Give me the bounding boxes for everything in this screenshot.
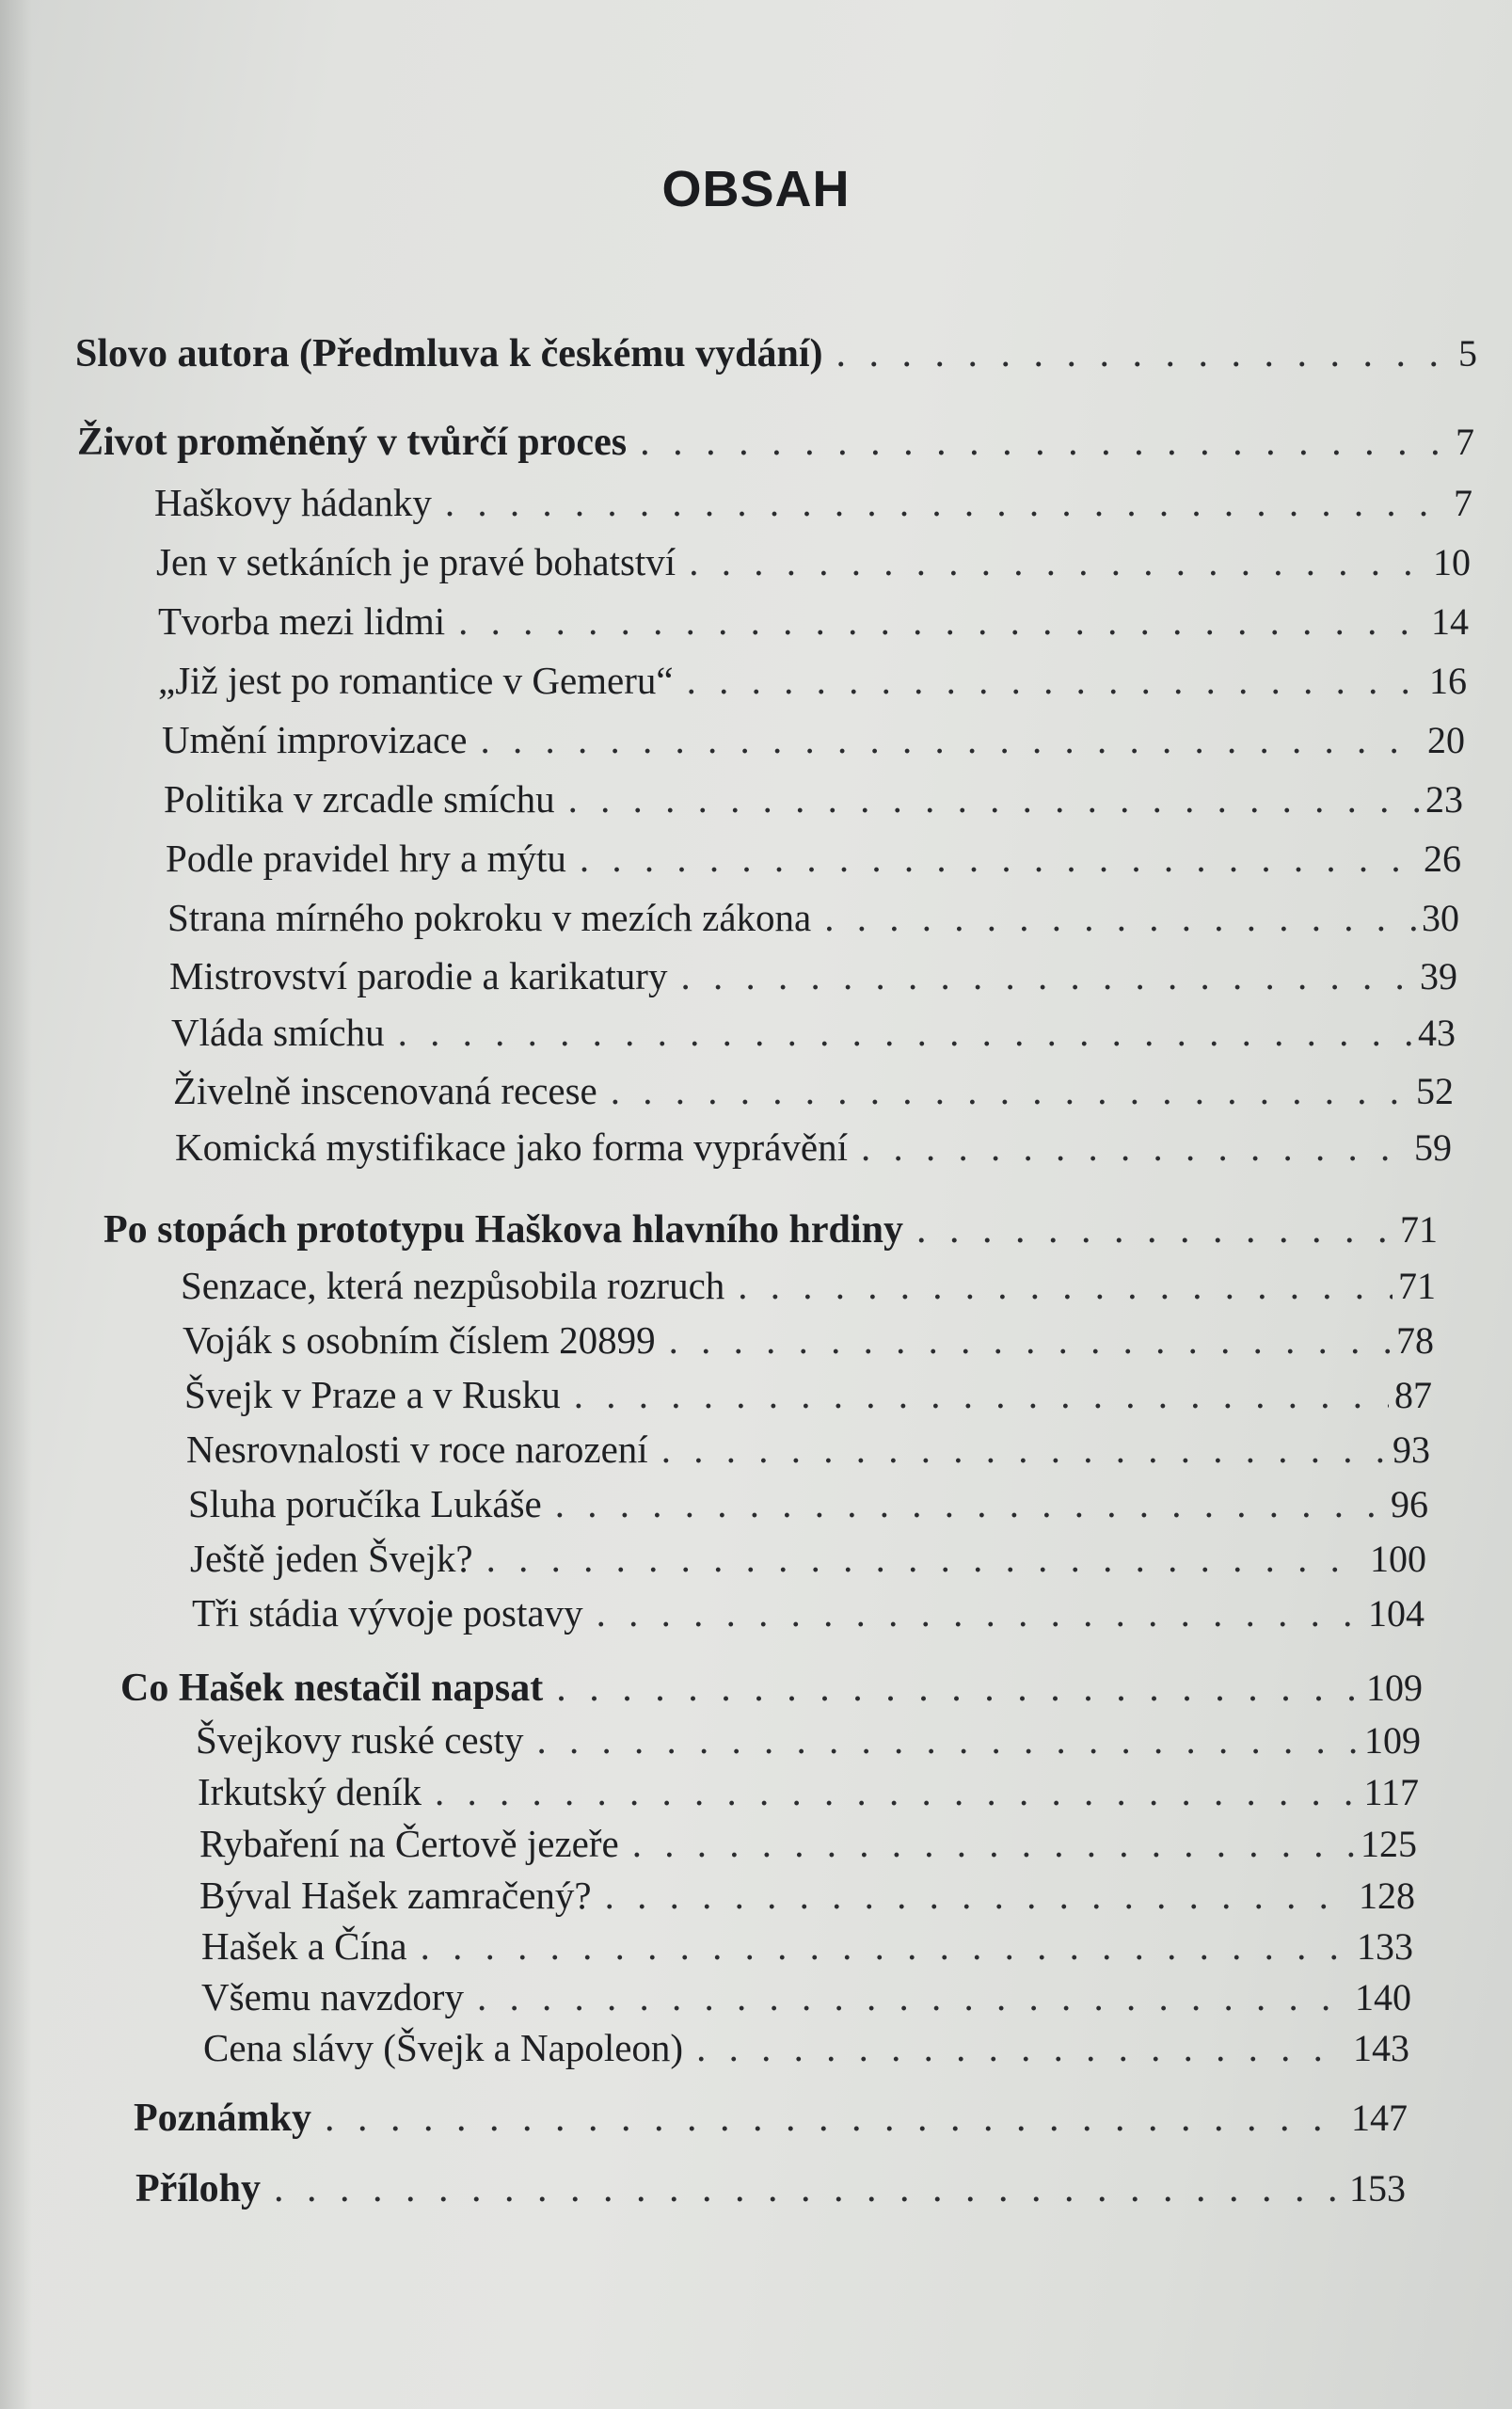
toc-entry [184,1370,1432,1420]
toc-entry [134,2094,1408,2143]
toc-entry [164,774,1463,824]
dot-leader [398,1008,1412,1057]
dot-leader [555,1479,1385,1528]
dot-leader [580,834,1418,883]
toc-entry-page: 14 [1431,600,1469,643]
toc-entry [192,1588,1424,1638]
toc-entry [154,478,1472,528]
toc-entry-label: Vláda smíchu [171,1011,385,1054]
dot-leader [689,537,1427,586]
dot-leader [421,1922,1351,1970]
toc-entry-page: 10 [1433,541,1471,583]
dot-leader [486,1534,1364,1583]
toc-entry [120,1664,1423,1713]
toc-entry-page: 109 [1364,1719,1421,1762]
toc-entry-page: 71 [1400,1208,1438,1251]
dot-leader [661,1425,1387,1474]
toc-entry [162,715,1465,765]
toc-entry [173,1066,1454,1116]
dot-leader [605,1871,1353,1920]
dot-leader [536,1715,1359,1764]
dot-leader [916,1205,1394,1254]
dot-leader [458,597,1425,646]
dot-leader [687,656,1424,705]
toc-entry [199,1819,1417,1869]
toc-entry-page: 104 [1368,1592,1424,1635]
toc-entry-page: 43 [1418,1012,1456,1054]
toc-entry-label: Švejk v Praze a v Rusku [184,1373,561,1416]
toc-entry-page: 140 [1355,1976,1411,2018]
toc-entry [198,1767,1419,1817]
toc-entry-label: Politika v zrcadle smíchu [164,777,555,821]
toc-entry-label: Voják s osobním číslem 20899 [183,1318,656,1362]
dot-leader [738,1261,1393,1310]
toc-entry-page: 20 [1427,719,1465,761]
dot-leader [669,1316,1391,1364]
toc-entry-page: 7 [1454,482,1472,524]
toc-entry-label: Tři stádia vývoje postavy [192,1591,583,1635]
dot-leader [477,1972,1349,2021]
toc-entry-label: Tvorba mezi lidmi [158,599,446,643]
dot-leader [445,478,1448,527]
toc-entry-label: Nesrovnalosti v roce narození [186,1428,648,1471]
toc-entry [103,1205,1438,1254]
toc-entry-label: Umění improvizace [162,718,468,761]
toc-entry [77,418,1474,467]
toc-entry [196,1715,1421,1765]
toc-entry-label: Po stopách prototypu Haškova hlavního hrdiny [103,1208,903,1252]
toc-entry-label: Ještě jeden Švejk? [190,1537,473,1580]
dot-leader [556,1664,1361,1713]
toc-entry-label: Sluha poručíka Lukáše [188,1482,542,1525]
toc-entry [188,1479,1428,1529]
dot-leader [836,329,1453,378]
toc-entry-label: Slovo autora (Předmluva k českému vydání) [75,332,823,375]
dot-leader [325,2094,1345,2143]
toc-entry [158,656,1467,706]
toc-entry-label: Živelně inscenovaná recese [173,1069,597,1112]
toc-entry-label: Cena slávy (Švejk a Napoleon) [203,2026,684,2069]
toc-entry-label: Senzace, která nezpůsobila rozruch [181,1264,725,1307]
toc-entry [169,951,1457,1001]
toc-entry-page: 7 [1456,421,1474,463]
toc-entry-label: Poznámky [134,2097,311,2140]
toc-entry [181,1261,1436,1311]
toc-entry-page: 78 [1396,1319,1434,1362]
toc-entry-label: Co Hašek nestačil napsat [120,1667,544,1710]
toc-entry-label: Mistrovství parodie a karikatury [169,954,668,997]
toc-entry-page: 93 [1393,1428,1430,1471]
toc-entry-page: 133 [1357,1925,1413,1968]
toc-entry-page: 26 [1424,838,1461,880]
toc-entry [135,2164,1406,2213]
toc-entry-page: 39 [1420,955,1457,997]
dot-leader [568,774,1420,823]
dot-leader [274,2164,1344,2213]
dot-leader [632,1819,1355,1868]
toc-entry [201,1922,1413,1971]
toc-entry-label: Švejkovy ruské cesty [196,1718,524,1762]
toc-entry-page: 117 [1363,1771,1419,1813]
toc-entry-label: „Již jest po romantice v Gemeru“ [158,659,674,702]
toc-entry [166,834,1461,884]
toc-entry-page: 96 [1391,1483,1428,1525]
toc-entry-label: Podle pravidel hry a mýtu [166,837,566,880]
dot-leader [597,1588,1362,1637]
toc-entry-label: Rybaření na Čertově jezeře [199,1822,619,1865]
toc-entry [158,597,1469,646]
toc-entry [167,893,1459,943]
toc-entry-page: 59 [1414,1126,1452,1169]
toc-entry-label: Všemu navzdory [201,1975,464,2018]
toc-entry-label: Život proměněný v tvůrčí proces [77,421,628,464]
page-title: OBSAH [661,161,851,217]
toc-entry [183,1316,1434,1365]
toc-entry [201,1972,1411,2022]
dot-leader [574,1370,1389,1419]
toc-entry [199,1871,1415,1921]
dot-leader [611,1066,1410,1115]
dot-leader [680,951,1414,1000]
toc-entry-page: 30 [1422,897,1459,939]
toc-entry-label: Býval Hašek zamračený? [199,1874,592,1917]
toc-entry [175,1123,1452,1173]
dot-leader [696,2023,1347,2072]
dot-leader [480,715,1422,764]
toc-entry-page: 143 [1353,2027,1409,2069]
toc-entry-page: 128 [1359,1875,1415,1917]
toc-entry-page: 71 [1398,1265,1436,1307]
toc-entry-page: 87 [1394,1374,1432,1416]
dot-leader [824,893,1416,942]
toc-entry-label: Komická mystifikace jako forma vyprávění [175,1125,848,1169]
toc-entry-label: Přílohy [135,2167,261,2210]
toc-entry [156,537,1471,587]
toc-entry-page: 5 [1458,332,1477,375]
toc-entry [75,329,1477,378]
toc-entry-label: Strana mírného pokroku v mezích zákona [167,896,812,939]
toc-entry-page: 109 [1366,1667,1423,1709]
toc-entry [171,1008,1456,1058]
toc-entry-page: 125 [1361,1823,1417,1865]
dot-leader [435,1767,1358,1816]
toc-entry-page: 153 [1349,2167,1406,2210]
toc-entry-label: Jen v setkáních je pravé bohatství [156,540,676,583]
dot-leader [640,418,1450,467]
toc-entry [186,1425,1430,1475]
toc-entry-page: 147 [1351,2097,1408,2139]
toc-entry-page: 100 [1370,1538,1426,1580]
toc-entry-label: Haškovy hádanky [154,481,432,524]
toc-entry [190,1534,1426,1584]
toc-entry-label: Irkutský deník [198,1770,422,1813]
dot-leader [861,1123,1409,1172]
toc-entry-page: 23 [1425,778,1463,821]
toc-entry [203,2023,1409,2073]
toc-entry-label: Hašek a Čína [201,1924,407,1968]
toc-entry-page: 16 [1429,660,1467,702]
toc-entry-page: 52 [1416,1070,1454,1112]
